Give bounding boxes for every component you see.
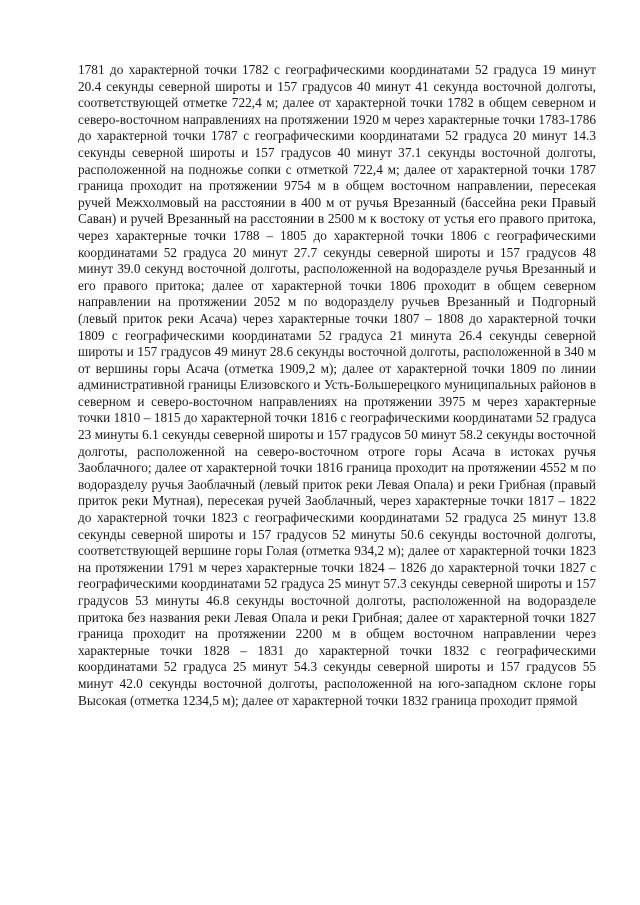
body-paragraph: 1781 до характерной точки 1782 с географическими координатами 52 градуса 19 минут 20.4 секунды северной широты и 157 градусов 40 минут 41 секунда восточной долготы, соответствующей отметке 722,4 м; далее от характерной точки 1782 в общем северном и северо-восточном направлениях на протяжении 1920 м через характерные точки 1783-1786 до характерной точки 1787 с географическими координатами 52 градуса 20 минут 14.3 секунды северной широты и 157 градусов 40 минут 37.1 секунды восточной долготы, расположенной на подножье сопки с отметкой 722,4 м; далее от характерной точки 1787 граница проходит на протяжении 9754 м в общем восточном направлении, пересекая ручей Межхолмовый на расстоянии в 400 м от ручья Врезанный (бассейна реки Правый Саван) и ручей Врезанный на расстоянии в 2500 м к востоку от устья его правого притока, через характерные точки 1788 – 1805 до характерной точки 1806 с географическими координатами 52 градуса 20 минут 27.7 секунды северной широты и 157 градусов 48 минут 39.0 секунд восточной долготы, расположенной на водоразделе ручья Врезанный и его правого притока; далее от характерной точки 1806 проходит в общем северном направлении на протяжении 2052 м по водоразделу ручьев Врезанный и Подгорный (левый приток реки Асача) через характерные точки 1807 – 1808 до характерной точки 1809 с географическими координатами 52 градуса 21 минута 26.4 секунды северной широты и 157 градусов 49 минут 28.6 секунды восточной долготы, расположенной в 340 м от вершины горы Асача (отметка 1909,2 м); далее от характерной точки 1809 по линии административной границы Елизовского и Усть-Большерецкого муниципальных районов в северном и северо-восточном направлениях на протяжении 3975 м через характерные точки 1810 – 1815 до характерной точки 1816 с географическими координатами 52 градуса 23 минуты 6.1 секунды северной широты и 157 градусов 50 минут 58.2 секунды восточной долготы, расположенной на северо-восточном отроге горы Асача в истоках ручья Заоблачного; далее от характерной точки 1816 граница проходит на протяжении 4552 м по водоразделу ручья Заоблачный (левый приток реки Левая Опала) и реки Грибная (правый приток реки Мутная), пересекая ручей Заоблачный, через характерные точки 1817 – 1822 до характерной точки 1823 с географическими координатами 52 градуса 25 минут 13.8 секунды северной широты и 157 градусов 52 минуты 50.6 секунды восточной долготы, соответствующей вершине горы Голая (отметка 934,2 м); далее от характерной точки 1823 на протяжении 1791 м через характерные точки 1824 – 1826 до характерной точки 1827 с географическими координатами 52 градуса 25 минут 57.3 секунды северной широты и 157 градусов 53 минуты 46.8 секунды восточной долготы, расположенной на водоразделе притока без названия реки Левая Опала и реки Грибная; далее от характерной точки 1827 граница проходит на протяжении 2200 м в общем восточном направлении через характерные точки 1828 – 1831 до характерной точки 1832 с географическими координатами 52 градуса 25 минут 54.3 секунды северной широты и 157 градусов 55 минут 42.0 секунды восточной долготы, расположенной на юго-западном склоне горы Высокая (отметка 1234,5 м); далее от характерной точки 1832 граница проходит прямой — [78, 62, 596, 708]
